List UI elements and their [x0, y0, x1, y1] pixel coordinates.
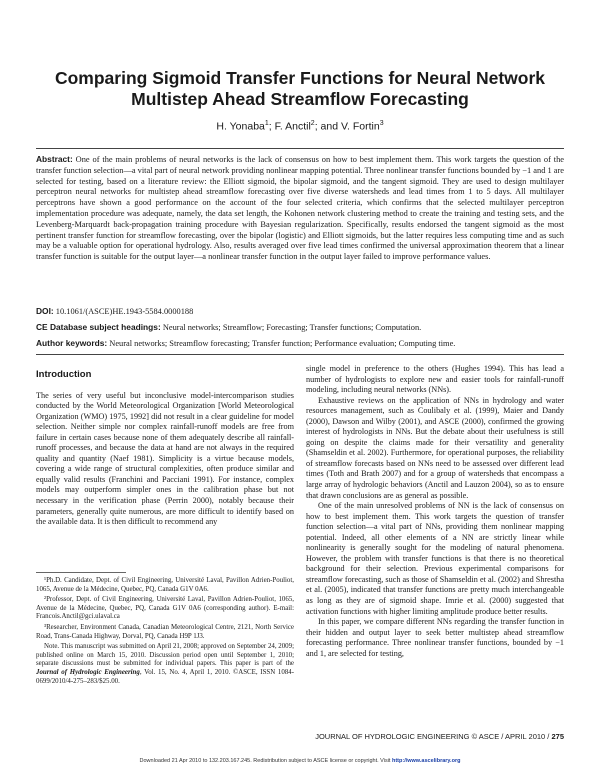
- keywords-value: Neural networks; Streamflow forecasting; Transfer function; Performance evaluation; Computing time.: [109, 339, 456, 348]
- download-notice: [0, 758, 600, 764]
- ascelibrary-link[interactable]: http://www.ascelibrary.org: [391, 758, 461, 764]
- abstract-label: Abstract:: [36, 154, 73, 164]
- title-line-2: Multistep Ahead Streamflow Forecasting: [131, 89, 469, 109]
- doi-value[interactable]: 10.1061/(ASCE)HE.1943-5584.0000188: [55, 307, 194, 316]
- footnote-3: ³Researcher, Environment Canada, Canadian Meteorological Centre, 2121, North Service Road, Trans-Canada Highway, Dorval, PQ, Canada H9P 1J3.: [36, 623, 294, 640]
- download-text: Downloaded 21 Apr 2010 to 132.203.167.245. Redistribution subject to ASCE license or copyright. Visit: [139, 758, 392, 764]
- keywords-line: [36, 338, 564, 350]
- footnotes: [36, 572, 294, 688]
- right-paragraph-1: single model in preference to the others (Hughes 1994). This has lead a number of hydrologists to explore new and easier tools for rainfall-runoff modeling, including neural networks (NNs).: [306, 364, 564, 395]
- author-2: ; F. Anctil: [268, 120, 311, 133]
- ce-database-value: Neural networks; Streamflow; Forecasting; Transfer functions; Computation.: [162, 323, 422, 332]
- right-paragraph-2: Exhaustive reviews on the application of NNs in hydrology and water resources management, such as Coulibaly et al. (1999), Maier and Dandy (2000), Dawson and Wilby (2001), and ASCE (2000), confirmed the growing interest of hydrologists in NNs. But the debate about their usefulness is still going on despite the claims made for their versatility and generality (Shamseldin et al. 2002). Furthermore, for operational purposes, the reliability of streamflow forecasts based on NNs need to be assessed over different lead times (Toth and Brath 2007) and for a group of watersheds that encompass a large array of hydrologic behaviors (Anctil and Lauzon 2004), so as to ensure that drawn conclusions are as general as possible.: [306, 395, 564, 500]
- doi-label: DOI:: [36, 306, 54, 316]
- introduction-heading: Introduction: [36, 369, 92, 380]
- footnote-note: Note. This manuscript was submitted on April 21, 2008; approved on September 24, 2009; published online on March 15, 2010. Discussion period open until September 1, 2010; separate discussions must be submitted for individual papers. This paper is part of the Journal of Hydrologic Engineering, Vol. 15, No. 4, April 1, 2010. ©ASCE, ISSN 1084-0699/2010/4-275–283/$25.00.: [36, 643, 295, 685]
- mid-divider: [36, 354, 564, 355]
- doi-line: [36, 306, 564, 318]
- author-1-affil: 1: [264, 120, 269, 127]
- abstract: [36, 154, 564, 263]
- author-3: ; and V. Fortin: [314, 120, 380, 133]
- keywords-label: Author keywords:: [36, 338, 108, 348]
- author-1: H. Yonaba: [216, 120, 265, 133]
- paper-title: [40, 68, 560, 110]
- intro-paragraph-1: The series of very useful but inconclusive model-intercomparison studies conducted by the World Meteorological Organization [World Meteorological Organization (WMO) 1975, 1992] did not result in a clear guideline for model selection. Neither simple nor complex rainfall-runoff models are free from failure in certain cases because none of them adequately describe all rainfall-runoff processes, and because the data at hand are not always in the required quality and quantity (Naef 1981). Simplicity is a virtue because models, covering a wide range of structural complexities, often produce similar and equally valid results (Franchini and Pacciani 1991). For instance, complex models may outperform simpler ones in the calibration phase but not necessary in the verification phase (Perrin 2000), notably because their parameters, generally quite numerous, are more difficult to identify based on the available data. It is then difficult to recommend any: [36, 390, 294, 527]
- title-line-1: Comparing Sigmoid Transfer Functions for Neural Network: [54, 68, 546, 88]
- footnote-2: ²Professor, Dept. of Civil Engineering, Université Laval, Pavillon Adrien-Pouliot, 1065, Avenue de la Médecine, Quebec, PQ, Canada G1V 0A6 (corresponding author). E-mail: Francois.Anctil@gci.ulaval.ca: [36, 596, 294, 621]
- ce-database-line: [36, 322, 564, 334]
- abstract-text: One of the main problems of neural networks is the lack of consensus on how to best implement them. This work targets the question of the transfer function selection—a vital part of neural network providing nonlinear mapping potential. Three nonlinear transfer functions bounded by −1 and 1 are selected for testing, based on a literature review: the Elliott sigmoid, the bipolar sigmoid, and the tangent sigmoid. They are used to design multilayer perceptron neural networks for multistep ahead streamflow forecasting over five diverse watersheds and lead times from 1 to 5 days. All multilayer perceptrons have shown a good performance on the account of the four selected criteria, which confirms that the selected multilayer perceptron implementation procedure was adequate, namely, the data set length, the Kohonen network clustering method to create the training and testing sets, and the Levenberg-Marquardt back-propagation training procedure with Bayesian regularization. Specifically, results endorsed the tangent sigmoid as the most pertinent transfer function for streamflow forecasting, over the bipolar (logistic) and Elliott sigmoids, but the latter requires less computing time and as such may be a valuable option for operational hydrology. Also, results averaged over five lead times confirmed the universal approximation theorem that a linear transfer function is suitable for the output layer—a nonlinear transfer function in the output layer failed to improve performance values.: [36, 155, 564, 262]
- author-list: [40, 120, 560, 133]
- footnote-1: ¹Ph.D. Candidate, Dept. of Civil Engineering, Université Laval, Pavillon Adrien-Pouliot, 1065, Avenue de la Médecine, Quebec, PQ, Canada G1V 0A6.: [36, 577, 294, 593]
- ce-database-label: CE Database subject headings:: [36, 322, 161, 332]
- right-paragraph-3: One of the main unresolved problems of NN is the lack of consensus on how to best implement them. This work targets the question of transfer function selection—a vital part of NNs, providing them nonlinear mapping potential. Indeed, all other elements of a NN are strictly linear while nonlinearity is generally sought for the modeling of natural phenomena. However, the problem with transfer functions is that there is no theoretical background for their selection. Previous experimental comparisons for streamflow forecasting, such as those of Shamseldin et al. (2002) and Shrestha et al. (2005), indicated that transfer functions are pretty much interchangeable as long as they are of sigmoid shape. Imrie et al. (2000) suggested that activation functions with higher limiting amplitude produce better results.: [306, 501, 564, 616]
- footer-journal: JOURNAL OF HYDROLOGIC ENGINEERING © ASCE / APRIL 2010 /: [315, 732, 552, 741]
- author-2-affil: 2: [310, 120, 315, 127]
- top-divider: [36, 148, 564, 149]
- right-paragraph-4: In this paper, we compare different NNs regarding the transfer function in their hidden and output layer to seek better multistep ahead streamflow forecasting performance. Three nonlinear transfer functions, bounded by −1 and 1, are selected for testing,: [306, 617, 564, 658]
- journal-name: Journal of Hydrologic Engineering: [36, 668, 140, 676]
- page-footer: [315, 732, 564, 741]
- left-column: [36, 364, 294, 528]
- right-column: [306, 364, 564, 659]
- page-number: 275: [551, 732, 564, 741]
- author-3-affil: 3: [379, 120, 384, 127]
- footnote-rule: [36, 572, 126, 573]
